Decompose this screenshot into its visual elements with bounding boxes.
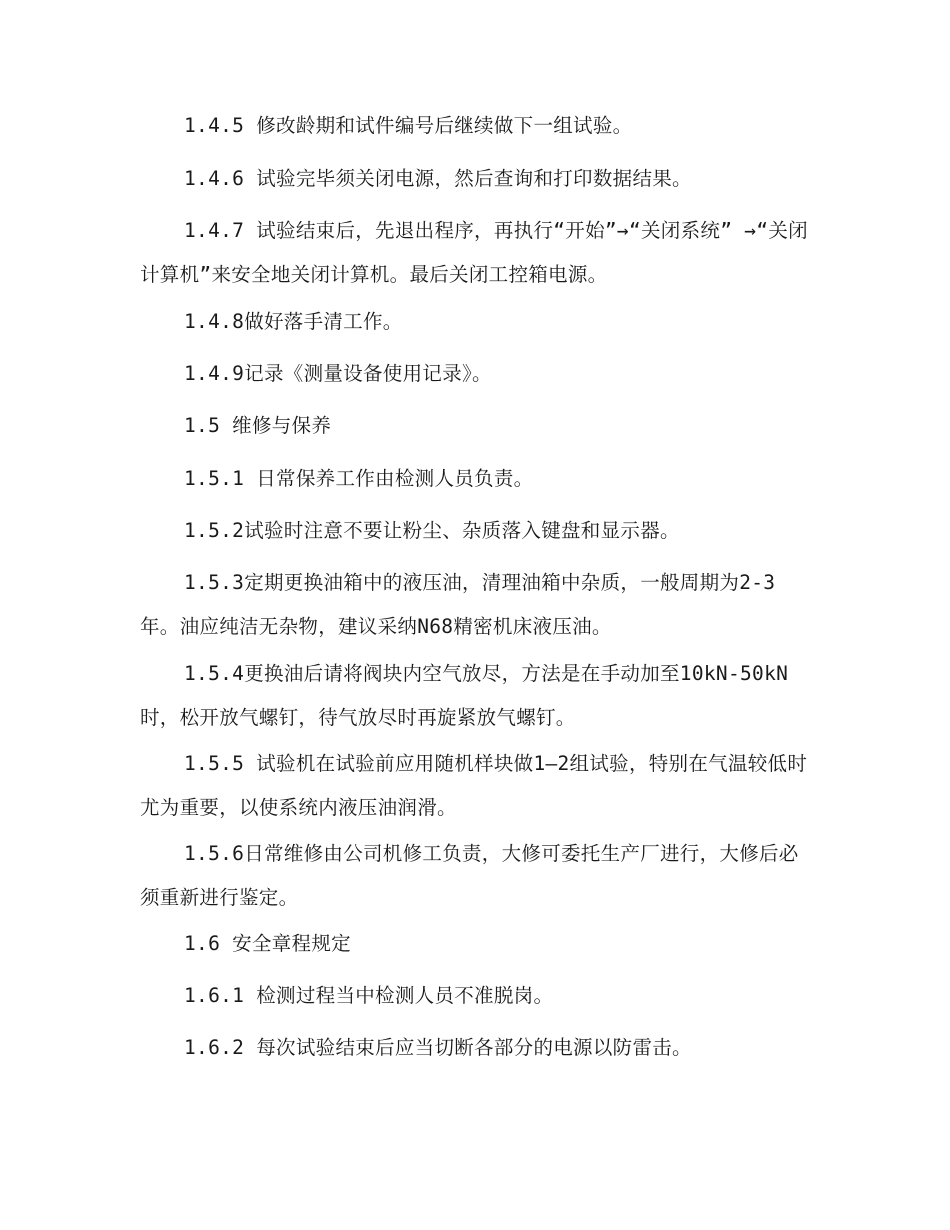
paragraph-1-4-7: 1.4.7 试验结束后，先退出程序，再执行“开始”→“关闭系统” →“关闭计算机”来安全地关闭计算机。最后关闭工控箱电源。 [140,219,808,286]
paragraph-1-5-6: 1.5.6日常维修由公司机修工负责，大修可委托生产厂进行，大修后必须重新进行鉴定。 [140,842,799,909]
section-heading-1-6: 1.6 安全章程规定 [184,932,351,955]
paragraph-1-4-9: 1.4.9记录《测量设备使用记录》。 [184,362,492,385]
section-heading-1-5: 1.5 维修与保养 [184,414,332,437]
paragraph-1-6-1: 1.6.1 检测过程当中检测人员不准脱岗。 [184,984,554,1007]
paragraph-1-4-5: 1.4.5 修改龄期和试件编号后继续做下一组试验。 [184,114,633,137]
paragraph-1-5-5: 1.5.5 试验机在试验前应用随机样块做1—2组试验，特别在气温较低时尤为重要，以使系统内液压油润滑。 [140,752,808,819]
paragraph-1-6-2: 1.6.2 每次试验结束后应当切断各部分的电源以防雷击。 [184,1036,692,1059]
paragraph-1-4-6: 1.4.6 试验完毕须关闭电源，然后查询和打印数据结果。 [184,167,692,190]
paragraph-1-5-2: 1.5.2试验时注意不要让粉尘、杂质落入键盘和显示器。 [184,519,680,542]
paragraph-1-4-8: 1.4.8做好落手清工作。 [184,310,403,333]
paragraph-1-5-4: 1.5.4更换油后请将阀块内空气放尽，方法是在手动加至10kN-50kN时，松开放气螺钉，待气放尽时再旋紧放气螺钉。 [140,662,789,729]
paragraph-1-5-1: 1.5.1 日常保养工作由检测人员负责。 [184,467,534,490]
paragraph-1-5-3: 1.5.3定期更换油箱中的液压油，清理油箱中杂质，一般周期为2-3年。油应纯洁无杂物，建议采纳N68精密机床液压油。 [140,571,776,638]
